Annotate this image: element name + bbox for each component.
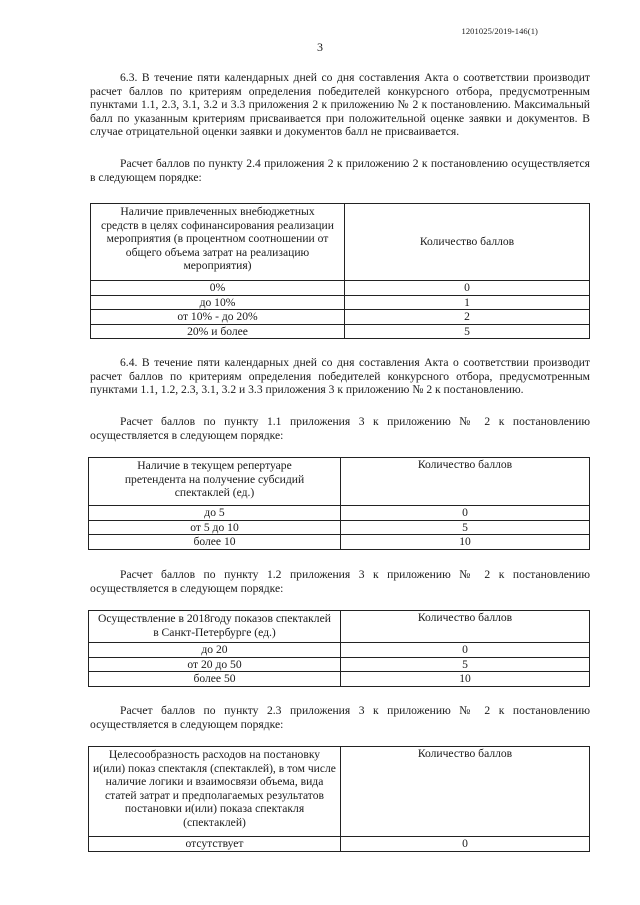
- table-row: [89, 535, 590, 550]
- score-table-2-4: [90, 203, 590, 339]
- document-number: 1201025/2019-146(1): [461, 26, 538, 36]
- table-cell-score: 5: [345, 324, 590, 339]
- table-cell-score: 5: [341, 657, 590, 672]
- table-row: [89, 672, 590, 687]
- table-header-criterion: Целесообразность расходов на постановку и(или) показ спектакля (спектаклей), в том числе наличие логики и взаимосвязи объема, вида статей затрат и предполагаемых результатов постановки и(или) показа спектакля (спектаклей): [89, 747, 341, 837]
- table-row: [91, 295, 590, 310]
- table-header-score: Количество баллов: [341, 747, 590, 837]
- paragraph-6-4: 6.4. В течение пяти календарных дней со дня составления Акта о соответствии производит расчет баллов по критериям определения победителей конкурсного отбора, предусмотренным пунктами 1.1, 1.2, 2.3, 3.1, 3.2 и 3.3 приложения 3 к приложению № 2 к постановлению.: [90, 356, 590, 397]
- table-cell-label: 20% и более: [91, 324, 345, 339]
- table-cell-label: более 50: [89, 672, 341, 687]
- score-table-1-1: [88, 457, 590, 550]
- table-cell-score: 10: [341, 672, 590, 687]
- paragraph-calc-1-2: Расчет баллов по пункту 1.2 приложения 3 к приложению № 2 к постановлению осуществляется в следующем порядке:: [90, 568, 590, 595]
- table-header-score: Количество баллов: [341, 458, 590, 506]
- table-cell-label: до 10%: [91, 295, 345, 310]
- table-cell-label: 0%: [91, 281, 345, 296]
- page-number: 3: [317, 40, 323, 54]
- table-row: [91, 324, 590, 339]
- table-cell-score: 10: [341, 535, 590, 550]
- table-cell-label: до 20: [89, 643, 341, 658]
- table-row: [89, 506, 590, 521]
- table-row: [89, 643, 590, 658]
- table-row: [89, 520, 590, 535]
- table-header-criterion: Наличие привлеченных внебюджетных средств в целях софинансирования реализации мероприятия (в процентном соотношении от общего объема затрат на реализацию мероприятия): [91, 204, 345, 281]
- table-cell-label: до 5: [89, 506, 341, 521]
- paragraph-calc-1-1: Расчет баллов по пункту 1.1 приложения 3 к приложению № 2 к постановлению осуществляется в следующем порядке:: [90, 415, 590, 442]
- table-row: [89, 837, 590, 852]
- paragraph-calc-2-4: Расчет баллов по пункту 2.4 приложения 2 к приложению 2 к постановлению осуществляется в следующем порядке:: [90, 157, 590, 184]
- score-table-1-2: [88, 610, 590, 687]
- table-cell-score: 1: [345, 295, 590, 310]
- table-cell-label: от 20 до 50: [89, 657, 341, 672]
- table-cell-score: 0: [341, 837, 590, 852]
- paragraph-6-3: 6.3. В течение пяти календарных дней со дня составления Акта о соответствии производит расчет баллов по критериям определения победителей конкурсного отбора, предусмотренным пунктами 1.1, 2.3, 3.1, 3.2 и 3.3 приложения 2 к приложению № 2 к постановлению. Максимальный балл по указанным критериям присваивается при положительной оценке заявки и документов. В случае отрицательной оценки заявки и документов балл не присваивается.: [90, 71, 590, 139]
- table-cell-score: 5: [341, 520, 590, 535]
- table-cell-score: 0: [341, 643, 590, 658]
- table-cell-label: от 5 до 10: [89, 520, 341, 535]
- table-header-criterion: Осуществление в 2018году показов спектаклей в Санкт-Петербурге (ед.): [89, 611, 341, 643]
- table-row: [91, 310, 590, 325]
- table-header-criterion: Наличие в текущем репертуаре претендента на получение субсидий спектаклей (ед.): [89, 458, 341, 506]
- table-header-score: Количество баллов: [341, 611, 590, 643]
- table-cell-label: отсутствует: [89, 837, 341, 852]
- table-cell-label: от 10% - до 20%: [91, 310, 345, 325]
- table-cell-score: 0: [345, 281, 590, 296]
- table-row: [91, 281, 590, 296]
- table-cell-score: 0: [341, 506, 590, 521]
- table-cell-score: 2: [345, 310, 590, 325]
- paragraph-calc-2-3: Расчет баллов по пункту 2.3 приложения 3 к приложению № 2 к постановлению осуществляется в следующем порядке:: [90, 704, 590, 731]
- score-table-2-3: [88, 746, 590, 852]
- table-header-score: Количество баллов: [345, 204, 590, 281]
- table-cell-label: более 10: [89, 535, 341, 550]
- table-row: [89, 657, 590, 672]
